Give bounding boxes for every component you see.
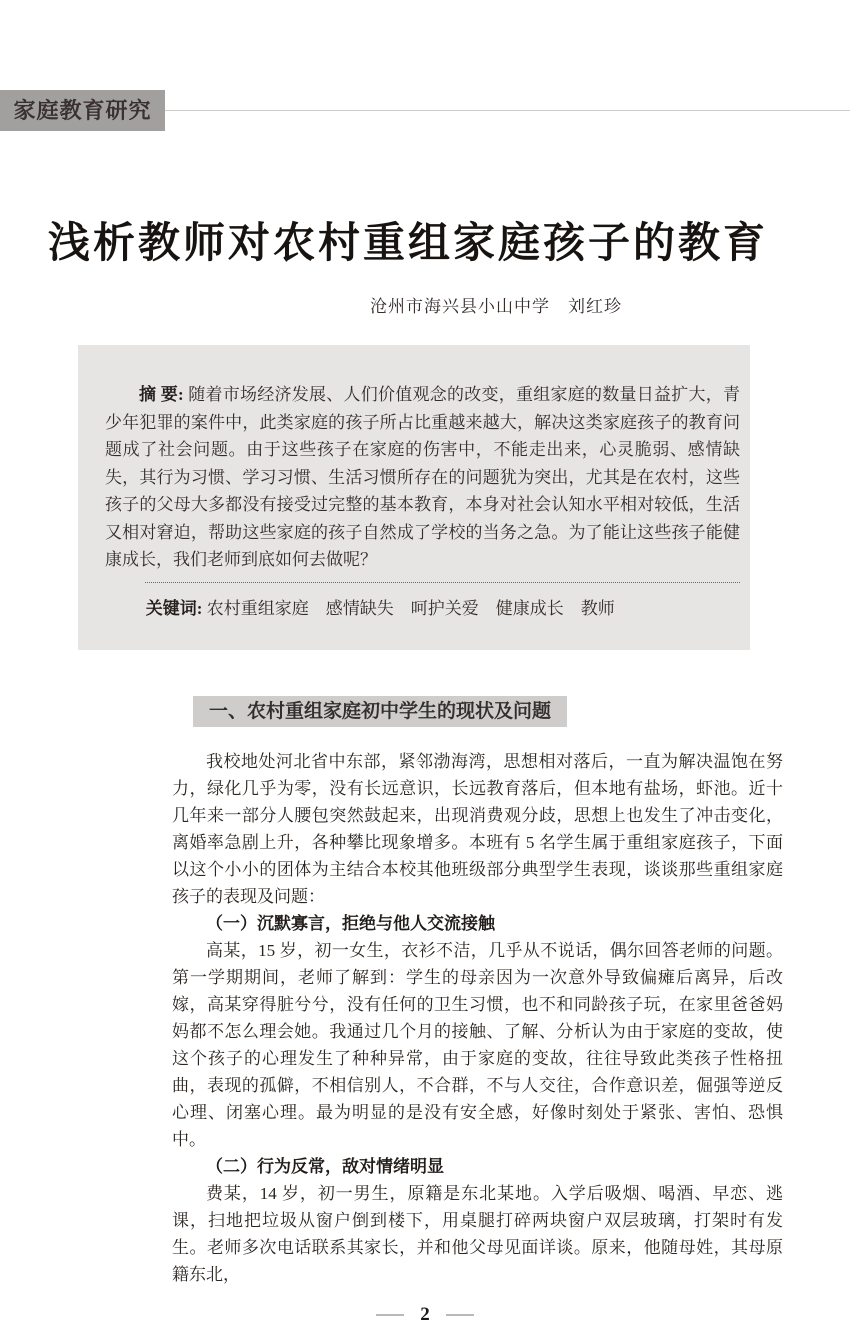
article-body — [172, 748, 783, 1288]
abstract-divider — [145, 582, 740, 583]
body-paragraph-1: 我校地处河北省中东部，紧邻渤海湾，思想相对落后，一直为解决温饱在努力，绿化几乎为零，没有长远意识，长远教育落后，但本地有盐场，虾池。近十几年来一部分人腰包突然鼓起来，出现消费观分歧，思想上也发生了冲击变化，离婚率急剧上升，各种攀比现象增多。本班有 5 名学生属于重组家庭孩子，下面以这个小小的团体为主结合本校其他班级部分典型学生表现，谈谈那些重组家庭孩子的表现及问题： — [172, 751, 783, 906]
header-rule — [165, 110, 850, 111]
subsection-heading-2: （二）行为反常，敌对情绪明显 — [206, 1156, 444, 1176]
abstract-box — [78, 345, 750, 650]
author-affiliation: 沧州市海兴县小山中学 刘红珍 — [370, 297, 622, 316]
category-badge-row — [0, 90, 850, 131]
body-paragraph-3: 费某，14 岁，初一男生，原籍是东北某地。入学后吸烟、喝酒、早恋、逃课，扫地把垃圾从窗户倒到楼下，用桌腿打碎两块窗户双层玻璃，打架时有发生。老师多次电话联系其家长，并和他父母见面详谈。原来，他随母姓，其母原籍东北， — [172, 1183, 783, 1284]
category-badge: 家庭教育研究 — [0, 90, 165, 131]
abstract-paragraph — [105, 381, 740, 574]
body-paragraph-2: 高某，15 岁，初一女生，衣衫不洁，几乎从不说话，偶尔回答老师的问题。第一学期期间，老师了解到：学生的母亲因为一次意外导致偏瘫后离异，后改嫁，高某穿得脏兮兮，没有任何的卫生习惯，也不和同龄孩子玩，在家里爸爸妈妈都不怎么理会她。我通过几个月的接触、了解、分析认为由于家庭的变故，使这个孩子的心理发生了种种异常，由于家庭的变故，往往导致此类孩子性格扭曲，表现的孤僻，不相信别人，不合群，不与人交往，合作意识差，倔强等逆反心理、闭塞心理。最为明显的是没有安全感，好像时刻处于紧张、害怕、恐惧中。 — [172, 940, 783, 1149]
keywords-label: 关键词: — [145, 598, 203, 618]
subsection-heading-1: （一）沉默寡言，拒绝与他人交流接触 — [206, 913, 495, 933]
abstract-label: 摘 要: — [139, 385, 184, 404]
page-number: 2 — [420, 1303, 430, 1325]
keywords-text: 农村重组家庭 感情缺失 呵护关爱 健康成长 教师 — [206, 598, 615, 618]
section-heading: 一、农村重组家庭初中学生的现状及问题 — [193, 696, 567, 727]
page-footer — [0, 1304, 850, 1326]
footer-dash-left-icon — [376, 1314, 404, 1316]
article-title: 浅析教师对农村重组家庭孩子的教育 — [48, 219, 769, 266]
abstract-text: 随着市场经济发展、人们价值观念的改变，重组家庭的数量日益扩大，青少年犯罪的案件中，此类家庭的孩子所占比重越来越大，解决这类家庭孩子的教育问题成了社会问题。由于这些孩子在家庭的伤害中，不能走出来，心灵脆弱、感情缺失，其行为习惯、学习习惯、生活习惯所存在的问题犹为突出，尤其是在农村，这些孩子的父母大多都没有接受过完整的基本教育，本身对社会认知水平相对较低，生活又相对窘迫，帮助这些家庭的孩子自然成了学校的当务之急。为了能让这些孩子能健康成长，我们老师到底如何去做呢？ — [105, 385, 741, 569]
keywords-line — [105, 596, 740, 622]
footer-dash-right-icon — [446, 1314, 474, 1316]
